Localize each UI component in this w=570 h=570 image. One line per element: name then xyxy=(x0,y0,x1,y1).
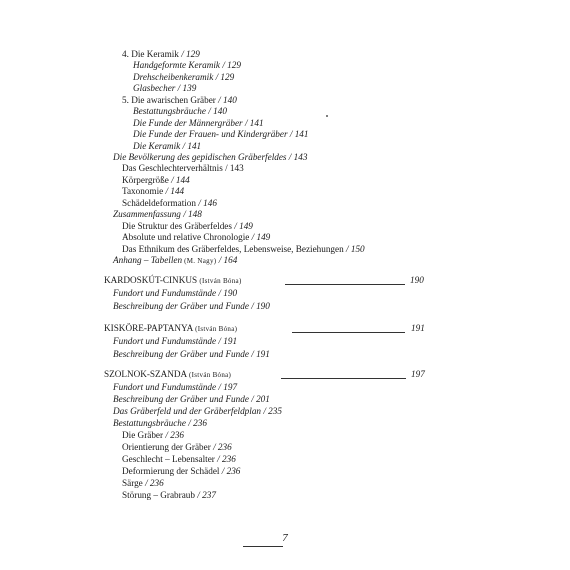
toc-entry-title: Die Bevölkerung des gepidischen Gräberfeldes xyxy=(113,152,287,162)
toc-entry-page: / 129 xyxy=(178,49,200,59)
toc-entry-title: Glasbecher xyxy=(133,83,176,93)
toc-entry xyxy=(122,221,253,232)
toc-entry-title: Anhang – Tabellen xyxy=(113,255,183,265)
section-entry-title: Beschreibung der Gräber und Funde xyxy=(113,394,249,404)
section-entry xyxy=(113,349,270,360)
section-entry-title: Beschreibung der Gräber und Funde xyxy=(113,301,249,311)
section-subentry xyxy=(122,442,232,453)
section-title: KISKÖRE-PAPTANYA xyxy=(104,323,193,333)
section-subentry-page: / 236 xyxy=(214,454,236,464)
toc-entry xyxy=(133,106,227,117)
toc-entry xyxy=(113,152,307,163)
section-subentry-page: / 236 xyxy=(142,478,164,488)
toc-entry xyxy=(133,60,241,71)
toc-entry xyxy=(133,141,201,152)
toc-entry-page: / 164 xyxy=(216,255,238,265)
toc-entry-page: / 144 xyxy=(163,186,185,196)
toc-entry xyxy=(113,255,237,267)
section-entry-page: / 235 xyxy=(261,406,282,416)
scan-speck xyxy=(326,115,328,117)
toc-entry xyxy=(122,163,244,174)
toc-entry xyxy=(133,83,196,94)
section-entry xyxy=(113,418,207,429)
section-entry-page: / 190 xyxy=(216,288,238,298)
section-subentry xyxy=(122,454,236,465)
toc-entry-page: / 144 xyxy=(168,175,190,185)
section-subentry-title: Die Gräber xyxy=(122,430,164,440)
toc-entry-title: Das Geschlechterverhältnis xyxy=(122,163,223,173)
section-entry-page: / 201 xyxy=(248,394,270,404)
toc-entry-page: / 148 xyxy=(180,209,202,219)
section-entry-title: Fundort und Fundumstände xyxy=(113,382,217,392)
toc-entry xyxy=(122,186,184,197)
toc-entry xyxy=(122,175,190,186)
section-author: (István Bóna) xyxy=(195,325,238,333)
section-subentry-page: / 236 xyxy=(219,466,241,476)
section-subentry-page: / 236 xyxy=(210,442,232,452)
toc-entry-page: / 143 xyxy=(222,163,244,173)
toc-entry-title: Die Funde der Männergräber xyxy=(133,118,243,128)
toc-entry xyxy=(113,209,202,220)
section-entry xyxy=(113,382,237,393)
section-subentry xyxy=(122,466,240,477)
toc-entry xyxy=(122,244,365,255)
toc-entry xyxy=(122,198,217,209)
toc-entry-title: Taxonomie xyxy=(122,186,164,196)
toc-entry-author: (M. Nagy) xyxy=(182,257,217,265)
section-entry-title: Fundort und Fundumstände xyxy=(113,288,217,298)
toc-entry-title: Bestattungsbräuche xyxy=(133,106,206,116)
toc-entry-title: Körpergröße xyxy=(122,175,169,185)
heading-leader-rule xyxy=(281,378,406,379)
section-entry-page: / 191 xyxy=(216,336,238,346)
toc-entry-title: Zusammenfassung xyxy=(113,209,181,219)
section-subentry-title: Deformierung der Schädel xyxy=(122,466,220,476)
toc-entry xyxy=(122,49,200,60)
section-entry-title: Beschreibung der Gräber und Funde xyxy=(113,349,249,359)
toc-entry xyxy=(133,129,308,140)
toc-entry-title: Schädeldeformation xyxy=(122,198,196,208)
section-entry xyxy=(113,406,282,417)
toc-entry-page: / 140 xyxy=(205,106,227,116)
toc-entry-page: / 141 xyxy=(242,118,264,128)
section-heading xyxy=(104,275,242,287)
toc-entry-title: 5. Die awarischen Gräber xyxy=(122,95,216,105)
toc-entry-title: Die Funde der Frauen- und Kindergräber xyxy=(133,129,288,139)
toc-entry-page: / 141 xyxy=(287,129,309,139)
toc-entry-page: / 149 xyxy=(249,232,271,242)
section-entry-title: Fundort und Fundumstände xyxy=(113,336,217,346)
section-entry xyxy=(113,336,237,347)
toc-entry-page: / 139 xyxy=(175,83,197,93)
toc-entry-page: / 129 xyxy=(213,72,235,82)
section-subentry-page: / 236 xyxy=(163,430,185,440)
page-number-underline xyxy=(243,546,283,547)
section-entry xyxy=(113,301,270,312)
section-entry-page: / 191 xyxy=(248,349,270,359)
toc-entry-page: / 129 xyxy=(220,60,241,70)
section-page: 197 xyxy=(411,369,425,379)
toc-entry-title: Das Ethnikum des Gräberfeldes, Lebensweise, Beziehungen xyxy=(122,244,344,254)
section-entry xyxy=(113,394,270,405)
section-subentry-page: / 237 xyxy=(194,490,216,500)
toc-entry-page: / 149 xyxy=(231,221,253,231)
section-page: 190 xyxy=(410,275,424,285)
heading-leader-rule xyxy=(285,284,405,285)
toc-entry xyxy=(122,95,237,106)
toc-entry xyxy=(133,72,234,83)
toc-entry-page: / 150 xyxy=(343,244,365,254)
section-entry-title: Bestattungsbräuche xyxy=(113,418,186,428)
section-subentry-title: Geschlecht – Lebensalter xyxy=(122,454,215,464)
toc-entry-title: Drehscheibenkeramik xyxy=(133,72,214,82)
heading-leader-rule xyxy=(292,332,405,333)
section-entry xyxy=(113,288,237,299)
section-subentry-title: Särge xyxy=(122,478,143,488)
page-number: 7 xyxy=(282,532,288,544)
section-entry-page: / 190 xyxy=(248,301,270,311)
toc-entry-page: / 141 xyxy=(180,141,202,151)
section-subentry xyxy=(122,478,164,489)
toc-entry-title: Handgeformte Keramik xyxy=(133,60,221,70)
toc-entry-title: Die Struktur des Gräberfeldes xyxy=(122,221,232,231)
section-entry-page: / 197 xyxy=(216,382,238,392)
toc-entry xyxy=(122,232,270,243)
section-subentry-title: Störung – Grabraub xyxy=(122,490,195,500)
section-author: (István Bóna) xyxy=(188,371,232,379)
section-author: (István Bóna) xyxy=(199,277,242,285)
toc-entry-title: Die Keramik xyxy=(133,141,181,151)
toc-entry-title: 4. Die Keramik xyxy=(122,49,179,59)
section-heading xyxy=(104,369,231,381)
section-heading xyxy=(104,323,237,335)
toc-entry-page: / 140 xyxy=(215,95,237,105)
section-page: 191 xyxy=(411,323,425,333)
section-subentry xyxy=(122,490,216,501)
section-entry-title: Das Gräberfeld und der Gräberfeldplan xyxy=(113,406,262,416)
section-entry-page: / 236 xyxy=(185,418,207,428)
section-subentry-title: Orientierung der Gräber xyxy=(122,442,211,452)
toc-entry-title: Absolute und relative Chronologie xyxy=(122,232,250,242)
section-subentry xyxy=(122,430,184,441)
section-title: SZOLNOK-SZANDA xyxy=(104,369,187,379)
toc-entry-page: / 146 xyxy=(196,198,217,208)
toc-entry-page: / 143 xyxy=(286,152,308,162)
toc-entry xyxy=(133,118,264,129)
section-title: KARDOSKÚT-CINKUS xyxy=(104,275,198,285)
